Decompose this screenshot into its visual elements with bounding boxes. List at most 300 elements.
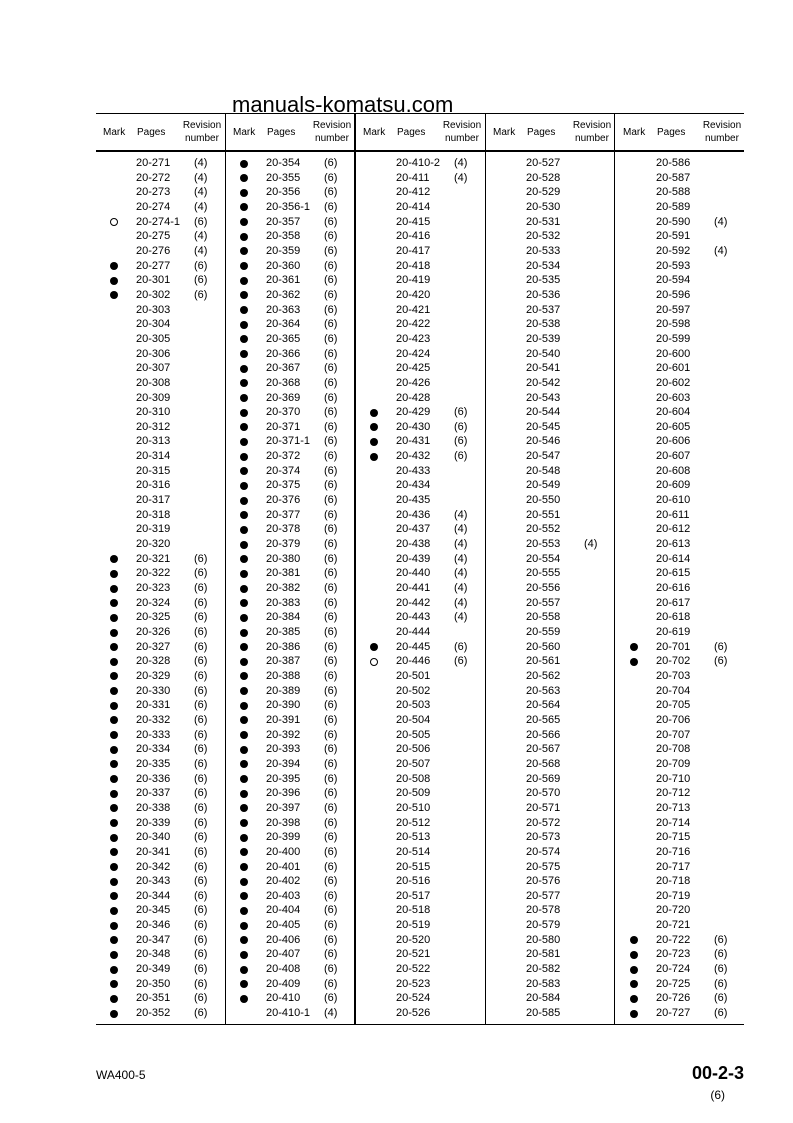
table-row — [356, 977, 486, 992]
table-row — [96, 698, 226, 713]
table-row — [226, 742, 356, 757]
table-row — [226, 215, 356, 230]
row-mark — [109, 566, 121, 581]
row-revision: (6) — [324, 288, 338, 301]
row-page: 20-505 — [396, 728, 431, 741]
row-revision: (6) — [194, 831, 208, 844]
row-mark — [369, 508, 381, 523]
row-mark — [499, 786, 511, 801]
row-page: 20-375 — [266, 479, 301, 492]
filled-circle-icon — [370, 438, 378, 446]
row-mark — [629, 918, 641, 933]
row-page: 20-502 — [396, 684, 431, 697]
row-mark — [109, 903, 121, 918]
row-mark — [239, 816, 251, 831]
row-mark — [109, 728, 121, 743]
table-row — [616, 288, 746, 303]
table-row — [226, 610, 356, 625]
row-page: 20-376 — [266, 494, 301, 507]
row-mark — [499, 977, 511, 992]
filled-circle-icon — [240, 995, 248, 1003]
row-page: 20-605 — [656, 420, 691, 433]
filled-circle-icon — [240, 174, 248, 182]
filled-circle-icon — [240, 423, 248, 431]
row-page: 20-706 — [656, 713, 691, 726]
row-mark — [629, 376, 641, 391]
row-page: 20-352 — [136, 1007, 171, 1020]
row-page: 20-584 — [526, 992, 561, 1005]
table-row — [96, 229, 226, 244]
row-page: 20-514 — [396, 845, 431, 858]
row-page: 20-333 — [136, 728, 171, 741]
row-mark — [499, 405, 511, 420]
row-mark — [109, 332, 121, 347]
filled-circle-icon — [110, 555, 118, 563]
row-mark — [109, 654, 121, 669]
row-page: 20-727 — [656, 1007, 691, 1020]
table-row — [226, 405, 356, 420]
filled-circle-icon — [240, 731, 248, 739]
row-mark — [109, 596, 121, 611]
row-page: 20-324 — [136, 596, 171, 609]
row-page: 20-366 — [266, 347, 301, 360]
row-mark — [109, 215, 121, 230]
row-page: 20-416 — [396, 230, 431, 243]
row-page: 20-346 — [136, 919, 171, 932]
table-row — [226, 845, 356, 860]
table-row — [226, 229, 356, 244]
row-page: 20-542 — [526, 376, 561, 389]
row-page: 20-512 — [396, 816, 431, 829]
row-page: 20-424 — [396, 347, 431, 360]
table-row — [616, 449, 746, 464]
row-revision: (6) — [324, 831, 338, 844]
filled-circle-icon — [240, 585, 248, 593]
row-page: 20-582 — [526, 963, 561, 976]
table-row — [486, 874, 616, 889]
filled-circle-icon — [240, 467, 248, 475]
table-row — [96, 200, 226, 215]
row-revision: (6) — [324, 186, 338, 199]
row-mark — [369, 757, 381, 772]
table-row — [96, 977, 226, 992]
row-page: 20-587 — [656, 171, 691, 184]
row-mark — [239, 449, 251, 464]
row-page: 20-596 — [656, 288, 691, 301]
filled-circle-icon — [110, 819, 118, 827]
row-page: 20-544 — [526, 406, 561, 419]
column-group-2 — [226, 114, 356, 1024]
table-row — [486, 698, 616, 713]
row-revision: (4) — [454, 508, 468, 521]
row-mark — [629, 1006, 641, 1021]
row-page: 20-608 — [656, 464, 691, 477]
row-page: 20-395 — [266, 772, 301, 785]
table-row — [356, 742, 486, 757]
table-row — [96, 772, 226, 787]
row-page: 20-377 — [266, 508, 301, 521]
row-mark — [629, 347, 641, 362]
table-row — [356, 171, 486, 186]
filled-circle-icon — [630, 980, 638, 988]
row-mark — [239, 625, 251, 640]
row-mark — [369, 581, 381, 596]
row-page: 20-323 — [136, 582, 171, 595]
row-mark — [629, 757, 641, 772]
row-revision: (6) — [324, 626, 338, 638]
row-mark — [369, 816, 381, 831]
table-row — [356, 478, 486, 493]
row-revision: (6) — [324, 479, 338, 492]
row-page: 20-703 — [656, 669, 691, 682]
table-row — [226, 991, 356, 1006]
filled-circle-icon — [110, 804, 118, 812]
row-mark — [239, 215, 251, 230]
row-revision: (6) — [194, 699, 208, 712]
row-revision: (6) — [194, 875, 208, 888]
row-mark — [109, 288, 121, 303]
table-row — [226, 391, 356, 406]
row-revision: (6) — [194, 259, 208, 272]
table-row — [356, 537, 486, 552]
filled-circle-icon — [110, 936, 118, 944]
row-mark — [109, 508, 121, 523]
table-row — [96, 860, 226, 875]
row-page: 20-310 — [136, 406, 171, 419]
row-page: 20-406 — [266, 933, 301, 946]
filled-circle-icon — [240, 526, 248, 534]
table-row — [616, 977, 746, 992]
table-row — [486, 713, 616, 728]
row-mark — [109, 1006, 121, 1021]
row-page: 20-531 — [526, 215, 561, 228]
row-mark — [629, 947, 641, 962]
row-page: 20-423 — [396, 332, 431, 345]
row-mark — [629, 801, 641, 816]
table-row — [226, 698, 356, 713]
row-revision: (6) — [324, 948, 338, 961]
row-mark — [239, 478, 251, 493]
row-mark — [629, 874, 641, 889]
table-row — [616, 434, 746, 449]
table-row — [356, 610, 486, 625]
row-mark — [369, 288, 381, 303]
row-revision: (6) — [324, 259, 338, 272]
row-mark — [239, 405, 251, 420]
row-mark — [239, 273, 251, 288]
row-mark — [369, 786, 381, 801]
row-mark — [629, 713, 641, 728]
row-page: 20-541 — [526, 362, 561, 375]
row-page: 20-359 — [266, 244, 301, 257]
table-row — [96, 273, 226, 288]
row-revision: (6) — [194, 889, 208, 902]
row-mark — [499, 566, 511, 581]
row-page: 20-519 — [396, 919, 431, 932]
row-mark — [369, 728, 381, 743]
row-page: 20-444 — [396, 626, 431, 638]
filled-circle-icon — [240, 291, 248, 299]
row-mark — [629, 742, 641, 757]
filled-circle-icon — [110, 848, 118, 856]
table-row — [356, 947, 486, 962]
row-revision: (4) — [454, 567, 468, 580]
filled-circle-icon — [110, 277, 118, 285]
filled-circle-icon — [110, 262, 118, 270]
filled-circle-icon — [240, 247, 248, 255]
table-row — [96, 156, 226, 171]
row-page: 20-415 — [396, 215, 431, 228]
row-revision: (6) — [194, 963, 208, 976]
row-mark — [369, 171, 381, 186]
table-row — [356, 654, 486, 669]
table-row — [226, 933, 356, 948]
row-mark — [239, 434, 251, 449]
row-revision: (6) — [324, 743, 338, 756]
filled-circle-icon — [240, 658, 248, 666]
table-row — [226, 713, 356, 728]
filled-circle-icon — [240, 262, 248, 270]
column-group-5 — [616, 114, 746, 1024]
row-page: 20-701 — [656, 640, 691, 653]
table-row — [226, 347, 356, 362]
filled-circle-icon — [110, 599, 118, 607]
table-row — [226, 449, 356, 464]
filled-circle-icon — [240, 687, 248, 695]
table-row — [226, 478, 356, 493]
row-mark — [369, 889, 381, 904]
row-page: 20-702 — [656, 655, 691, 668]
table-row — [356, 903, 486, 918]
filled-circle-icon — [240, 409, 248, 417]
table-row — [356, 405, 486, 420]
row-page: 20-545 — [526, 420, 561, 433]
table-row — [486, 552, 616, 567]
filled-circle-icon — [240, 277, 248, 285]
table-row — [226, 288, 356, 303]
row-mark — [109, 669, 121, 684]
table-row — [486, 1006, 616, 1021]
row-page: 20-551 — [526, 508, 561, 521]
table-row — [356, 860, 486, 875]
table-row — [356, 640, 486, 655]
row-page: 20-527 — [526, 157, 561, 169]
table-row — [226, 332, 356, 347]
row-page: 20-277 — [136, 259, 171, 272]
row-mark — [369, 215, 381, 230]
filled-circle-icon — [240, 936, 248, 944]
row-mark — [109, 860, 121, 875]
row-page: 20-355 — [266, 171, 301, 184]
row-revision: (6) — [324, 611, 338, 624]
filled-circle-icon — [240, 482, 248, 490]
row-revision: (6) — [194, 713, 208, 726]
filled-circle-icon — [240, 716, 248, 724]
filled-circle-icon — [630, 936, 638, 944]
filled-circle-icon — [240, 980, 248, 988]
row-page: 20-417 — [396, 244, 431, 257]
table-row — [226, 537, 356, 552]
table-row — [486, 522, 616, 537]
table-row — [616, 596, 746, 611]
table-row — [96, 464, 226, 479]
row-revision: (6) — [194, 215, 208, 228]
filled-circle-icon — [240, 203, 248, 211]
row-revision: (6) — [194, 274, 208, 287]
row-page: 20-276 — [136, 244, 171, 257]
row-page: 20-601 — [656, 362, 691, 375]
row-mark — [109, 786, 121, 801]
table-row — [356, 962, 486, 977]
table-row — [486, 244, 616, 259]
row-page: 20-434 — [396, 479, 431, 492]
row-page: 20-557 — [526, 596, 561, 609]
row-page: 20-338 — [136, 801, 171, 814]
row-mark — [369, 801, 381, 816]
row-revision: (6) — [194, 933, 208, 946]
table-row — [226, 171, 356, 186]
header-mark: Mark — [233, 127, 256, 138]
row-mark — [629, 449, 641, 464]
row-mark — [239, 581, 251, 596]
filled-circle-icon — [240, 541, 248, 549]
row-revision: (4) — [324, 1007, 338, 1020]
row-revision: (6) — [324, 860, 338, 873]
filled-circle-icon — [370, 453, 378, 461]
row-mark — [109, 889, 121, 904]
row-page: 20-317 — [136, 494, 171, 507]
row-page: 20-523 — [396, 977, 431, 990]
row-mark — [499, 610, 511, 625]
table-row — [226, 889, 356, 904]
row-list — [96, 156, 226, 1021]
row-mark — [369, 347, 381, 362]
row-page: 20-585 — [526, 1007, 561, 1020]
row-revision: (6) — [324, 391, 338, 404]
table-row — [486, 405, 616, 420]
row-mark — [499, 156, 511, 171]
row-mark — [499, 816, 511, 831]
row-page: 20-439 — [396, 552, 431, 565]
table-row — [486, 347, 616, 362]
row-revision: (6) — [324, 538, 338, 551]
table-row — [356, 1006, 486, 1021]
table-row — [96, 215, 226, 230]
row-page: 20-420 — [396, 288, 431, 301]
table-row — [96, 493, 226, 508]
table-row — [616, 669, 746, 684]
row-page: 20-387 — [266, 655, 301, 668]
table-row — [616, 903, 746, 918]
table-row — [616, 713, 746, 728]
row-page: 20-275 — [136, 230, 171, 243]
table-row — [356, 508, 486, 523]
row-mark — [629, 962, 641, 977]
row-mark — [499, 508, 511, 523]
row-mark — [499, 420, 511, 435]
row-page: 20-428 — [396, 391, 431, 404]
table-row — [226, 918, 356, 933]
header-pages: Pages — [267, 127, 296, 138]
table-row — [616, 303, 746, 318]
row-mark — [239, 991, 251, 1006]
table-row — [226, 874, 356, 889]
row-mark — [109, 977, 121, 992]
filled-circle-icon — [110, 716, 118, 724]
row-page: 20-593 — [656, 259, 691, 272]
row-page: 20-717 — [656, 860, 691, 873]
row-page: 20-714 — [656, 816, 691, 829]
table-row — [616, 1006, 746, 1021]
row-mark — [369, 376, 381, 391]
table-row — [96, 903, 226, 918]
row-mark — [109, 200, 121, 215]
row-mark — [499, 903, 511, 918]
table-row — [96, 552, 226, 567]
row-page: 20-602 — [656, 376, 691, 389]
filled-circle-icon — [240, 233, 248, 241]
row-page: 20-577 — [526, 889, 561, 902]
row-revision: (6) — [714, 963, 728, 976]
table-row — [486, 332, 616, 347]
row-page: 20-357 — [266, 215, 301, 228]
row-page: 20-325 — [136, 611, 171, 624]
column-group-4 — [486, 114, 616, 1024]
row-page: 20-329 — [136, 669, 171, 682]
table-row — [96, 434, 226, 449]
filled-circle-icon — [240, 335, 248, 343]
header-pages: Pages — [657, 127, 686, 138]
row-mark — [109, 273, 121, 288]
table-row — [96, 361, 226, 376]
row-mark — [629, 508, 641, 523]
row-mark — [109, 772, 121, 787]
row-mark — [629, 728, 641, 743]
row-page: 20-719 — [656, 889, 691, 902]
row-mark — [499, 742, 511, 757]
row-revision: (6) — [194, 757, 208, 770]
row-revision: (6) — [324, 816, 338, 829]
row-page: 20-560 — [526, 640, 561, 653]
header-revision: Revision number — [312, 120, 352, 144]
row-page: 20-520 — [396, 933, 431, 946]
table-row — [616, 347, 746, 362]
row-mark — [499, 200, 511, 215]
filled-circle-icon — [110, 702, 118, 710]
row-revision: (6) — [324, 772, 338, 785]
row-mark — [499, 376, 511, 391]
row-mark — [369, 684, 381, 699]
row-revision: (6) — [324, 552, 338, 565]
filled-circle-icon — [370, 409, 378, 417]
row-page: 20-347 — [136, 933, 171, 946]
filled-circle-icon — [240, 951, 248, 959]
row-revision: (4) — [584, 538, 598, 551]
row-page: 20-535 — [526, 274, 561, 287]
table-row — [356, 259, 486, 274]
row-revision: (6) — [194, 552, 208, 565]
filled-circle-icon — [110, 643, 118, 651]
row-page: 20-709 — [656, 757, 691, 770]
row-page: 20-708 — [656, 743, 691, 756]
row-page: 20-569 — [526, 772, 561, 785]
row-page: 20-383 — [266, 596, 301, 609]
row-revision: (6) — [324, 523, 338, 536]
table-row — [486, 537, 616, 552]
filled-circle-icon — [240, 907, 248, 915]
row-page: 20-721 — [656, 919, 691, 932]
row-page: 20-509 — [396, 787, 431, 800]
